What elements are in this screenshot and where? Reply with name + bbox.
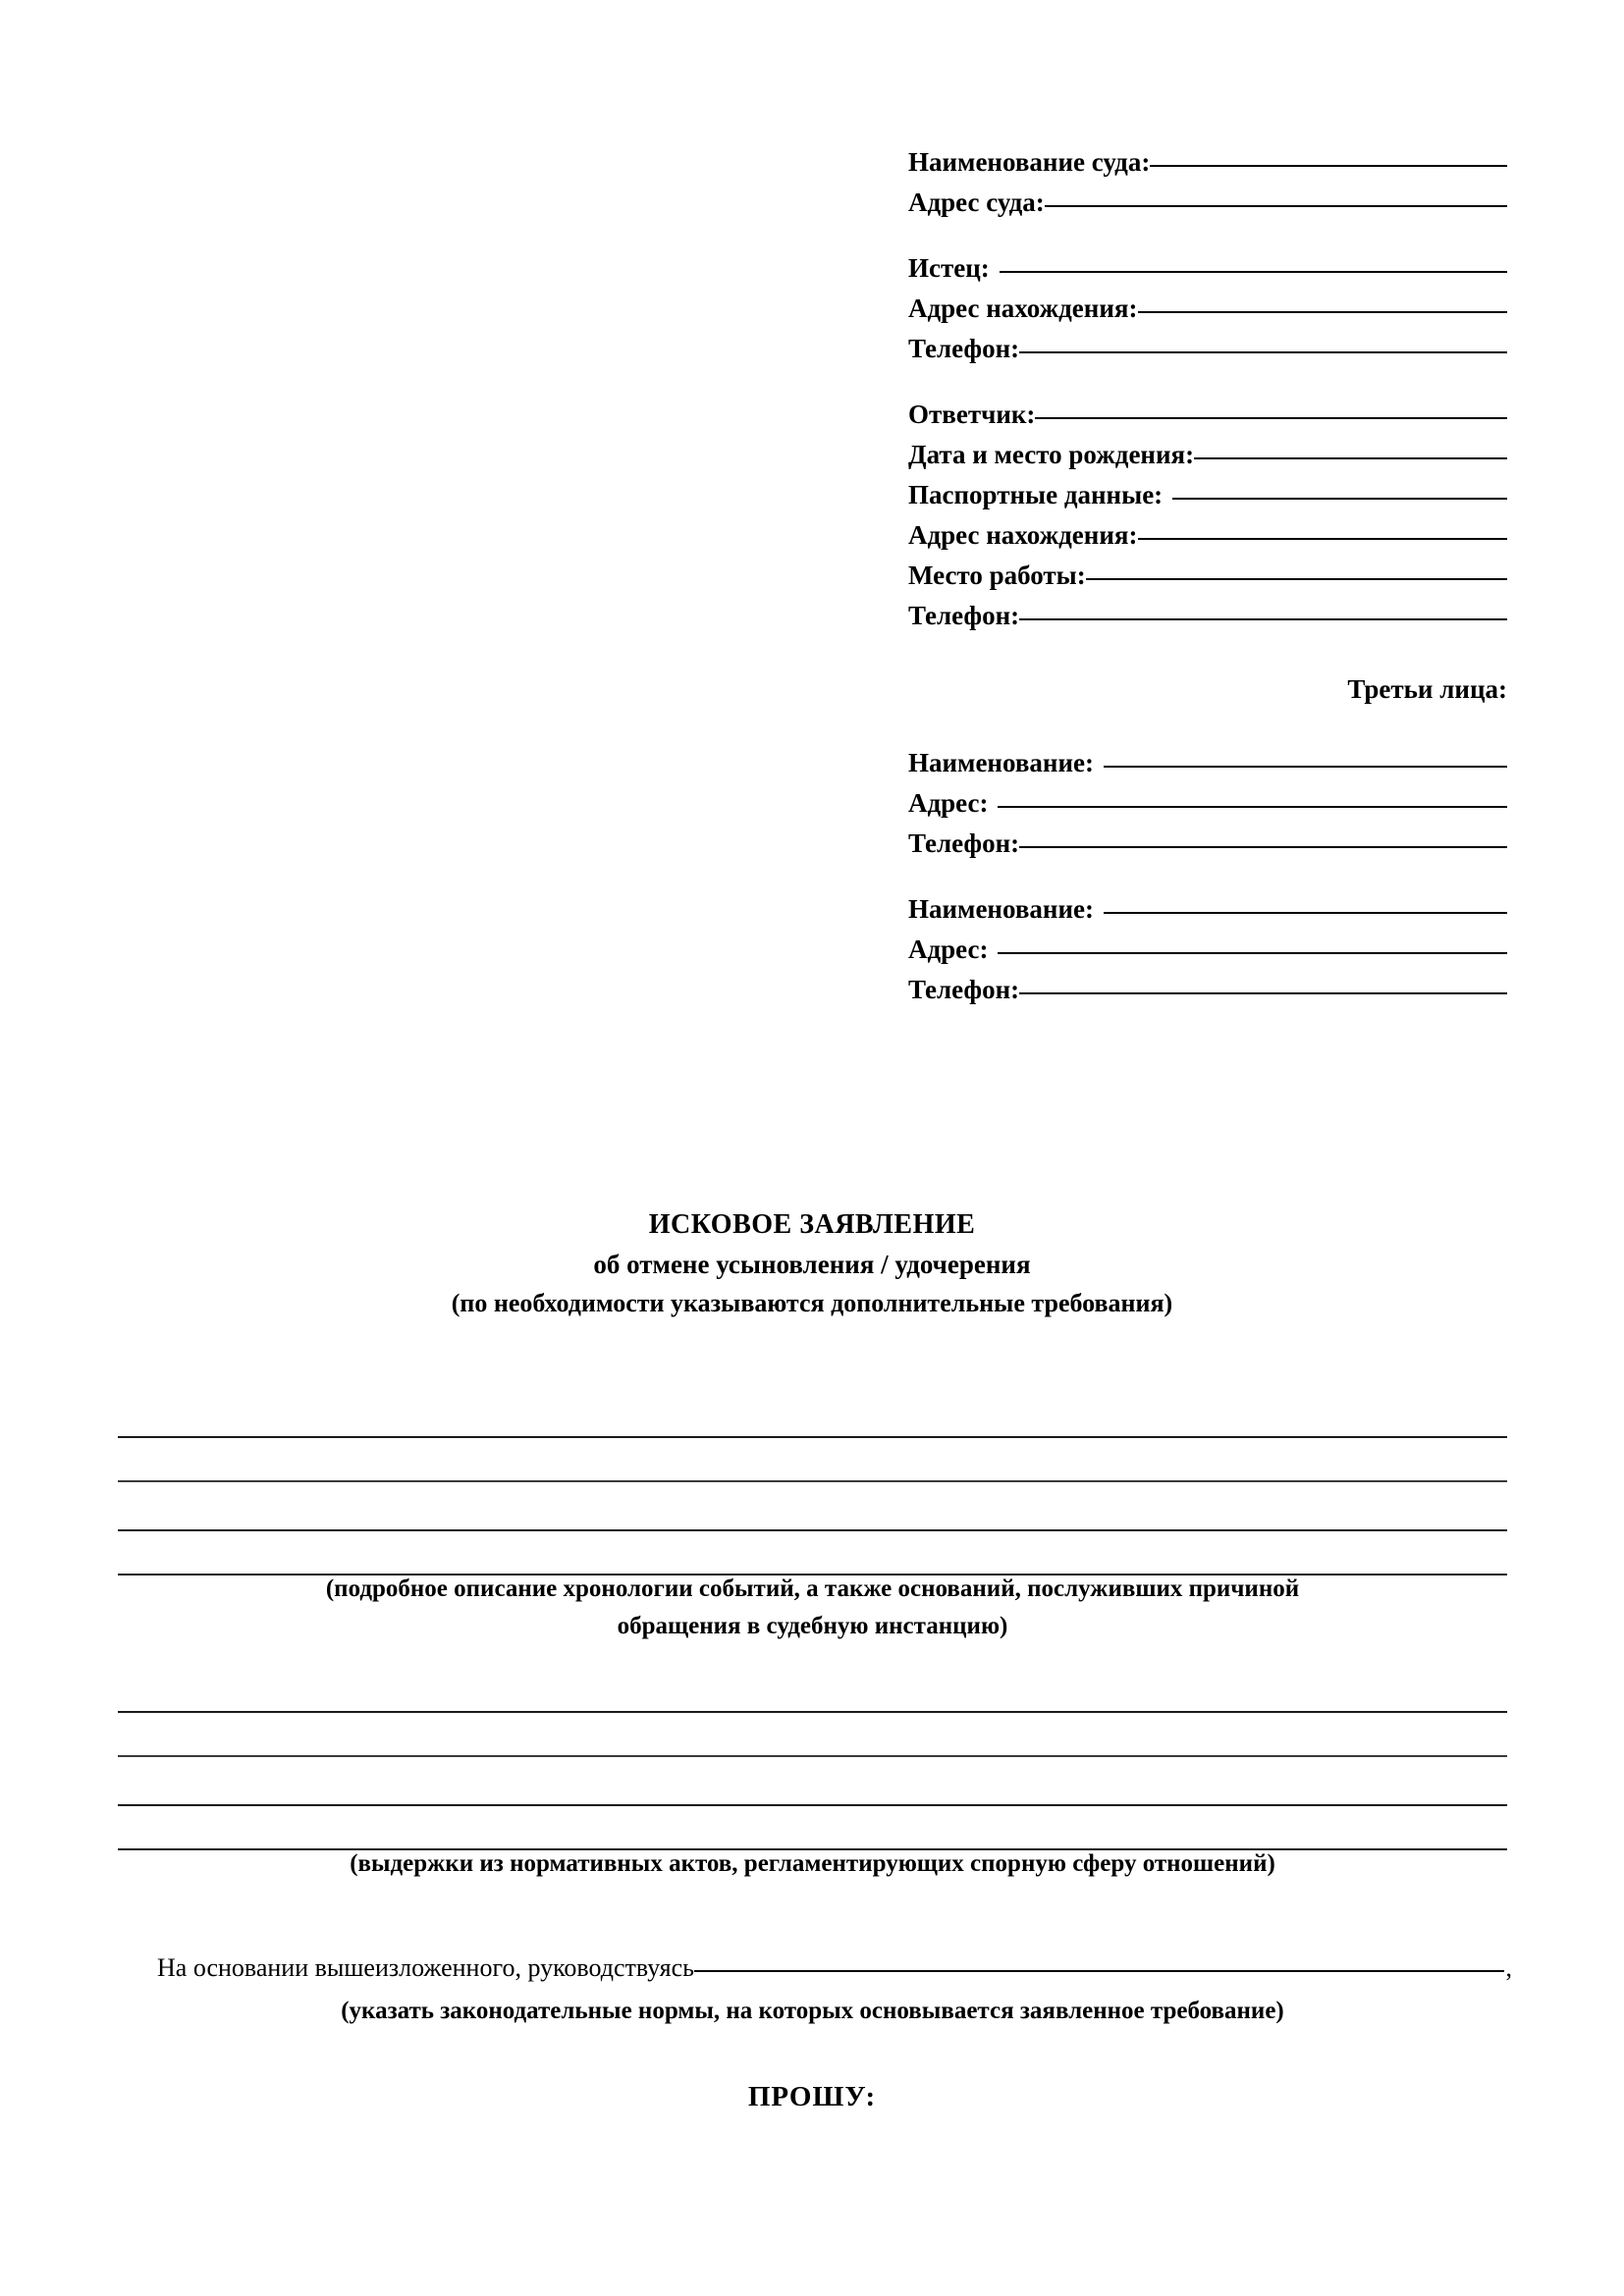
field-label-defendant-birth: Дата и место рождения: [908,440,1195,469]
field-row-third-party-1-phone[interactable] [908,828,1507,869]
write-line[interactable] [118,1757,1507,1806]
field-row-third-party-1-address[interactable] [908,788,1507,828]
field-label-court-address: Адрес суда: [908,187,1045,217]
field-blank-defendant-address[interactable] [1138,537,1507,540]
closing-basis-line[interactable] [157,1953,1512,1983]
field-blank-plaintiff-address[interactable] [1138,310,1507,313]
spacer-after-third-parties-heading [908,715,1507,748]
caption-chronology-line-1: (подробное описание хронологии событий, а также оснований, послуживших причиной [325,1575,1300,1602]
spacer-after-defendant [908,641,1507,674]
spacer-between-third-parties [908,869,1507,894]
field-row-defendant-phone[interactable] [908,601,1507,641]
field-blank-third-party-2-name[interactable] [1104,911,1507,914]
field-label-third-party-2-phone: Телефон: [908,975,1020,1004]
caption-chronology-line-2: обращения в судебную инстанцию) [617,1613,1008,1639]
field-row-court-name[interactable] [908,147,1507,187]
third-party-2-field-group [908,894,1507,1015]
field-label-defendant-address: Адрес нахождения: [908,520,1138,550]
spacer-after-plaintiff [908,374,1507,400]
field-blank-third-party-2-phone[interactable] [1019,991,1507,994]
writing-area-chronology [118,1394,1507,1575]
plaintiff-field-group [908,253,1507,374]
spacer-after-court [908,228,1507,253]
field-label-third-party-2-address: Адрес: [908,934,989,964]
field-blank-defendant-phone[interactable] [1019,617,1507,620]
field-blank-defendant-workplace[interactable] [1086,577,1507,580]
field-label-third-party-1-phone: Телефон: [908,828,1020,858]
field-row-third-party-2-phone[interactable] [908,975,1507,1015]
field-label-plaintiff-name: Истец: [908,253,990,283]
document-title-block [0,1205,1624,1323]
field-row-defendant-birth[interactable] [908,440,1507,480]
third-party-1-field-group [908,748,1507,869]
field-label-court-name: Наименование суда: [908,147,1151,177]
write-line[interactable] [118,1713,1507,1757]
caption-chronology [118,1571,1507,1645]
field-blank-defendant-name[interactable] [1035,416,1507,419]
caption-legal-norms: (указать законодательные нормы, на которых основывается заявленное требование) [341,1998,1284,2024]
document-title-subtitle: об отмене усыновления / удочерения [593,1250,1031,1279]
write-line[interactable] [118,1531,1507,1575]
field-row-plaintiff-address[interactable] [908,294,1507,334]
field-row-plaintiff-name[interactable] [908,253,1507,294]
field-label-third-party-2-name: Наименование: [908,894,1094,924]
field-row-defendant-workplace[interactable] [908,561,1507,601]
field-blank-defendant-passport[interactable] [1172,497,1507,500]
field-row-third-party-2-address[interactable] [908,934,1507,975]
write-line[interactable] [118,1394,1507,1438]
field-row-defendant-name[interactable] [908,400,1507,440]
field-row-defendant-passport[interactable] [908,480,1507,520]
caption-legal-acts: (выдержки из нормативных актов, регламентирующих спорную сферу отношений) [350,1850,1275,1877]
field-blank-third-party-2-address[interactable] [998,951,1507,954]
writing-area-legal-acts [118,1669,1507,1850]
field-blank-third-party-1-phone[interactable] [1019,845,1507,848]
write-line[interactable] [118,1438,1507,1482]
field-row-court-address[interactable] [908,187,1507,228]
field-row-third-party-2-name[interactable] [908,894,1507,934]
write-line[interactable] [118,1806,1507,1850]
closing-basis-comma: , [1505,1953,1512,1982]
addressee-header-block [908,147,1507,1015]
field-blank-defendant-birth[interactable] [1194,456,1507,459]
field-blank-court-name[interactable] [1150,164,1507,167]
field-label-defendant-workplace: Место работы: [908,561,1086,590]
field-label-plaintiff-phone: Телефон: [908,334,1020,363]
field-label-third-party-1-address: Адрес: [908,788,989,818]
court-field-group [908,147,1507,228]
field-label-defendant-phone: Телефон: [908,601,1020,630]
field-blank-court-address[interactable] [1045,204,1507,207]
document-title-note: (по необходимости указываются дополнительные требования) [451,1289,1173,1317]
field-blank-third-party-1-name[interactable] [1104,765,1507,768]
write-line[interactable] [118,1482,1507,1531]
field-blank-plaintiff-name[interactable] [1000,270,1507,273]
document-title-main: ИСКОВОЕ ЗАЯВЛЕНИЕ [648,1209,976,1240]
request-heading: ПРОШУ: [747,2081,877,2112]
defendant-field-group [908,400,1507,641]
field-label-plaintiff-address: Адрес нахождения: [908,294,1138,323]
field-label-defendant-passport: Паспортные данные: [908,480,1164,509]
write-line[interactable] [118,1669,1507,1713]
field-label-third-party-1-name: Наименование: [908,748,1094,777]
third-parties-heading: Третьи лица: [1347,674,1507,704]
field-blank-plaintiff-phone[interactable] [1019,350,1507,353]
closing-basis-text: На основании вышеизложенного, руководствуясь [157,1953,695,1982]
field-row-third-party-1-name[interactable] [908,748,1507,788]
field-blank-legal-norms[interactable] [694,1969,1503,1972]
field-label-defendant-name: Ответчик: [908,400,1036,429]
field-row-plaintiff-phone[interactable] [908,334,1507,374]
field-blank-third-party-1-address[interactable] [998,805,1507,808]
field-row-defendant-address[interactable] [908,520,1507,561]
